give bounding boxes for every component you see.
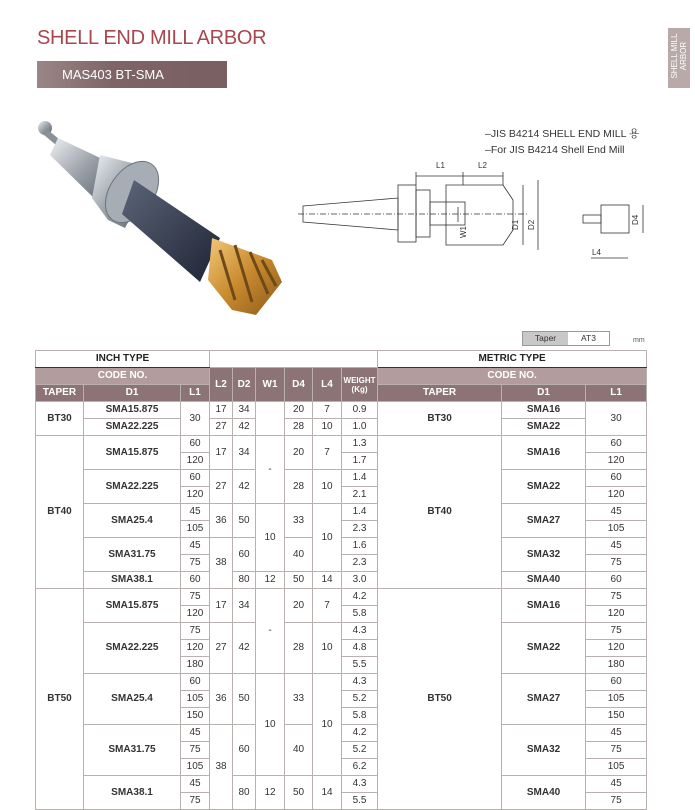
weight-cell: 1.4 bbox=[342, 470, 378, 487]
l1-cell: 45 bbox=[181, 776, 210, 793]
d2-cell: 50 bbox=[233, 674, 256, 725]
table-row bbox=[36, 725, 647, 742]
d4-cell: 50 bbox=[285, 572, 313, 589]
taper-cell: BT40 bbox=[36, 436, 84, 589]
col-l4: L4 bbox=[313, 368, 342, 402]
w1-cell: 12 bbox=[256, 572, 285, 589]
l1-cell: 75 bbox=[586, 742, 647, 759]
l1-cell: 30 bbox=[586, 402, 647, 436]
w1-cell bbox=[256, 402, 285, 436]
taper-cell: BT50 bbox=[378, 589, 502, 810]
weight-cell: 5.8 bbox=[342, 708, 378, 725]
l2-cell: 27 bbox=[210, 623, 233, 674]
l4-cell: 10 bbox=[313, 504, 342, 572]
weight-cell: 4.3 bbox=[342, 776, 378, 793]
table-row bbox=[36, 538, 647, 555]
l1-cell: 75 bbox=[181, 793, 210, 810]
l1-cell: 60 bbox=[181, 572, 210, 589]
l1-cell: 120 bbox=[181, 453, 210, 470]
w1-cell: 10 bbox=[256, 504, 285, 572]
taper-cell: BT40 bbox=[378, 436, 502, 589]
l1-cell: 45 bbox=[181, 725, 210, 742]
metric-code: SMA40 bbox=[502, 776, 586, 810]
l2-cell: 38 bbox=[210, 538, 233, 589]
l1-cell: 120 bbox=[586, 606, 647, 623]
l2-cell: 38 bbox=[210, 725, 233, 810]
metric-code: SMA22 bbox=[502, 419, 586, 436]
inch-code: SMA22.225 bbox=[84, 419, 181, 436]
table-row bbox=[36, 436, 647, 453]
metric-type-title: METRIC TYPE bbox=[378, 351, 647, 368]
l1-cell: 60 bbox=[586, 674, 647, 691]
d4-cell: 28 bbox=[285, 470, 313, 504]
l1-cell: 105 bbox=[181, 521, 210, 538]
weight-cell: 1.4 bbox=[342, 504, 378, 521]
col-d4: D4 bbox=[285, 368, 313, 402]
d2-cell: 34 bbox=[233, 589, 256, 623]
arbor-product-image bbox=[30, 110, 290, 320]
table-row bbox=[36, 402, 647, 419]
col-l2: L2 bbox=[210, 368, 233, 402]
d4-cell: 33 bbox=[285, 674, 313, 725]
weight-cell: 1.3 bbox=[342, 436, 378, 453]
table-row bbox=[36, 776, 647, 793]
w1-cell: - bbox=[256, 436, 285, 504]
l1-cell: 45 bbox=[586, 776, 647, 793]
inch-code: SMA31.75 bbox=[84, 538, 181, 572]
l1-cell: 60 bbox=[181, 436, 210, 453]
l2-cell: 17 bbox=[210, 402, 233, 419]
l4-cell: 10 bbox=[313, 674, 342, 776]
l4-cell: 10 bbox=[313, 623, 342, 674]
taper-label: Taper bbox=[523, 332, 568, 345]
metric-code: SMA40 bbox=[502, 572, 586, 589]
weight-cell: 4.3 bbox=[342, 623, 378, 640]
taper-value: AT3 bbox=[581, 333, 596, 343]
note-line-2: –For JIS B4214 Shell End Mill bbox=[485, 144, 625, 156]
w1-cell: - bbox=[256, 589, 285, 674]
metric-code: SMA16 bbox=[502, 589, 586, 623]
l1-cell: 60 bbox=[586, 436, 647, 453]
l2-cell: 17 bbox=[210, 436, 233, 470]
weight-cell: 5.2 bbox=[342, 742, 378, 759]
inch-code-header: CODE NO. bbox=[36, 368, 210, 385]
spec-table bbox=[35, 350, 647, 810]
weight-cell: 4.2 bbox=[342, 589, 378, 606]
l1-cell: 180 bbox=[181, 657, 210, 674]
w1-cell: 10 bbox=[256, 674, 285, 776]
inch-code: SMA22.225 bbox=[84, 470, 181, 504]
l1-cell: 60 bbox=[586, 572, 647, 589]
taper-cell: BT30 bbox=[36, 402, 84, 436]
inch-code: SMA15.875 bbox=[84, 402, 181, 419]
taper-cell: BT30 bbox=[378, 402, 502, 436]
side-tab[interactable] bbox=[668, 28, 690, 88]
inch-code: SMA38.1 bbox=[84, 776, 181, 810]
inch-code: SMA22.225 bbox=[84, 623, 181, 674]
weight-cell: 5.5 bbox=[342, 657, 378, 674]
weight-cell: 2.1 bbox=[342, 487, 378, 504]
inch-col-l1: L1 bbox=[181, 385, 210, 402]
weight-cell: 4.2 bbox=[342, 725, 378, 742]
l1-cell: 45 bbox=[586, 538, 647, 555]
weight-cell: 5.8 bbox=[342, 606, 378, 623]
inch-code: SMA38.1 bbox=[84, 572, 181, 589]
weight-cell: 3.0 bbox=[342, 572, 378, 589]
l2-cell: 36 bbox=[210, 504, 233, 538]
metric-code: SMA22 bbox=[502, 470, 586, 504]
weight-cell: 4.8 bbox=[342, 640, 378, 657]
d2-cell: 50 bbox=[233, 504, 256, 538]
dim-d2: D2 bbox=[527, 219, 536, 230]
side-tab-label: SHELL MILL ARBOR bbox=[670, 33, 688, 79]
d4-cell: 20 bbox=[285, 436, 313, 470]
table-row bbox=[36, 419, 647, 436]
d2-cell: 42 bbox=[233, 623, 256, 674]
metric-code: SMA32 bbox=[502, 538, 586, 572]
note-line-1: –JIS B4214 SHELL END MILL 용 bbox=[485, 128, 640, 140]
inch-code: SMA25.4 bbox=[84, 674, 181, 725]
l1-cell: 60 bbox=[181, 674, 210, 691]
l4-cell: 7 bbox=[313, 436, 342, 470]
d4-cell: 20 bbox=[285, 589, 313, 623]
weight-cell: 1.7 bbox=[342, 453, 378, 470]
l1-cell: 120 bbox=[586, 453, 647, 470]
weight-cell: 0.9 bbox=[342, 402, 378, 419]
d4-cell: 20 bbox=[285, 402, 313, 419]
weight-cell: 4.3 bbox=[342, 674, 378, 691]
metric-code: SMA22 bbox=[502, 623, 586, 674]
l4-cell: 10 bbox=[313, 470, 342, 504]
d4-cell: 28 bbox=[285, 419, 313, 436]
l1-cell: 75 bbox=[586, 623, 647, 640]
metric-code: SMA27 bbox=[502, 504, 586, 538]
d4-cell: 40 bbox=[285, 725, 313, 776]
col-d2: D2 bbox=[233, 368, 256, 402]
l1-cell: 45 bbox=[181, 504, 210, 521]
l1-cell: 45 bbox=[586, 725, 647, 742]
col-w1: W1 bbox=[256, 368, 285, 402]
dim-d1: D1 bbox=[511, 219, 520, 230]
dim-w1: W1 bbox=[459, 226, 468, 238]
weight-cell: 5.5 bbox=[342, 793, 378, 810]
dim-l2: L2 bbox=[478, 161, 487, 170]
weight-cell: 2.3 bbox=[342, 555, 378, 572]
taper-legend bbox=[522, 331, 610, 346]
dim-d4: D4 bbox=[631, 214, 640, 225]
l1-cell: 120 bbox=[181, 487, 210, 504]
l1-cell: 150 bbox=[181, 708, 210, 725]
d2-cell: 60 bbox=[233, 725, 256, 776]
d4-cell: 33 bbox=[285, 504, 313, 538]
l1-cell: 120 bbox=[181, 606, 210, 623]
weight-unit: (Kg) bbox=[351, 384, 368, 394]
d2-cell: 80 bbox=[233, 776, 256, 810]
d4-cell: 40 bbox=[285, 538, 313, 572]
table-row bbox=[36, 589, 647, 606]
page-title: SHELL END MILL ARBOR bbox=[37, 27, 267, 49]
unit-label: mm bbox=[633, 337, 645, 344]
dim-l4: L4 bbox=[592, 248, 601, 257]
l1-cell: 120 bbox=[586, 640, 647, 657]
l1-cell: 75 bbox=[586, 555, 647, 572]
l2-cell: 27 bbox=[210, 470, 233, 504]
inch-col-d1: D1 bbox=[84, 385, 181, 402]
metric-col-taper: TAPER bbox=[378, 385, 502, 402]
subtitle-bar bbox=[37, 61, 227, 88]
col-weight bbox=[342, 368, 378, 402]
metric-code: SMA32 bbox=[502, 725, 586, 776]
l1-cell: 105 bbox=[586, 521, 647, 538]
d2-cell: 60 bbox=[233, 538, 256, 572]
table-row bbox=[36, 470, 647, 487]
w1-cell: 12 bbox=[256, 776, 285, 810]
weight-cell: 2.3 bbox=[342, 521, 378, 538]
d2-cell: 42 bbox=[233, 470, 256, 504]
l1-cell: 75 bbox=[181, 623, 210, 640]
arbor-technical-drawing bbox=[298, 150, 658, 280]
table-row bbox=[36, 572, 647, 589]
l1-cell: 75 bbox=[586, 589, 647, 606]
weight-cell: 1.6 bbox=[342, 538, 378, 555]
weight-cell: 5.2 bbox=[342, 691, 378, 708]
inch-code: SMA15.875 bbox=[84, 589, 181, 623]
inch-code: SMA25.4 bbox=[84, 504, 181, 538]
l2-cell: 36 bbox=[210, 674, 233, 725]
inch-code: SMA31.75 bbox=[84, 725, 181, 776]
d2-cell: 34 bbox=[233, 436, 256, 470]
l1-cell: 45 bbox=[586, 504, 647, 521]
metric-code: SMA16 bbox=[502, 436, 586, 470]
weight-label: WEIGHT bbox=[343, 375, 376, 385]
d4-cell: 28 bbox=[285, 623, 313, 674]
l1-cell: 45 bbox=[181, 538, 210, 555]
l1-cell: 120 bbox=[586, 487, 647, 504]
l1-cell: 75 bbox=[181, 742, 210, 759]
metric-code-header: CODE NO. bbox=[378, 368, 647, 385]
metric-col-l1: L1 bbox=[586, 385, 647, 402]
l1-cell: 60 bbox=[586, 470, 647, 487]
d4-cell: 50 bbox=[285, 776, 313, 810]
l1-cell: 105 bbox=[586, 759, 647, 776]
l2-cell: 17 bbox=[210, 589, 233, 623]
taper-cell: BT50 bbox=[36, 589, 84, 810]
l1-cell: 105 bbox=[181, 691, 210, 708]
weight-cell: 6.2 bbox=[342, 759, 378, 776]
l1-cell: 75 bbox=[586, 793, 647, 810]
d2-cell: 34 bbox=[233, 402, 256, 419]
l2-cell: 27 bbox=[210, 419, 233, 436]
l1-cell: 105 bbox=[181, 759, 210, 776]
metric-code: SMA27 bbox=[502, 674, 586, 725]
d2-cell: 80 bbox=[233, 572, 256, 589]
l4-cell: 14 bbox=[313, 572, 342, 589]
metric-code: SMA16 bbox=[502, 402, 586, 419]
dim-l1: L1 bbox=[436, 161, 445, 170]
l4-cell: 7 bbox=[313, 402, 342, 419]
l1-cell: 150 bbox=[586, 708, 647, 725]
inch-type-title: INCH TYPE bbox=[36, 351, 210, 368]
l1-cell: 60 bbox=[181, 470, 210, 487]
metric-col-d1: D1 bbox=[502, 385, 586, 402]
l1-cell: 30 bbox=[181, 402, 210, 436]
l4-cell: 14 bbox=[313, 776, 342, 810]
inch-code: SMA15.875 bbox=[84, 436, 181, 470]
l4-cell: 7 bbox=[313, 589, 342, 623]
l1-cell: 105 bbox=[586, 691, 647, 708]
subtitle: MAS403 BT-SMA bbox=[62, 67, 164, 82]
l1-cell: 180 bbox=[586, 657, 647, 674]
table-row bbox=[36, 623, 647, 640]
l1-cell: 75 bbox=[181, 555, 210, 572]
table-row bbox=[36, 674, 647, 691]
l1-cell: 75 bbox=[181, 589, 210, 606]
inch-col-taper: TAPER bbox=[36, 385, 84, 402]
table-row bbox=[36, 504, 647, 521]
d2-cell: 42 bbox=[233, 419, 256, 436]
weight-cell: 1.0 bbox=[342, 419, 378, 436]
l4-cell: 10 bbox=[313, 419, 342, 436]
l1-cell: 120 bbox=[181, 640, 210, 657]
